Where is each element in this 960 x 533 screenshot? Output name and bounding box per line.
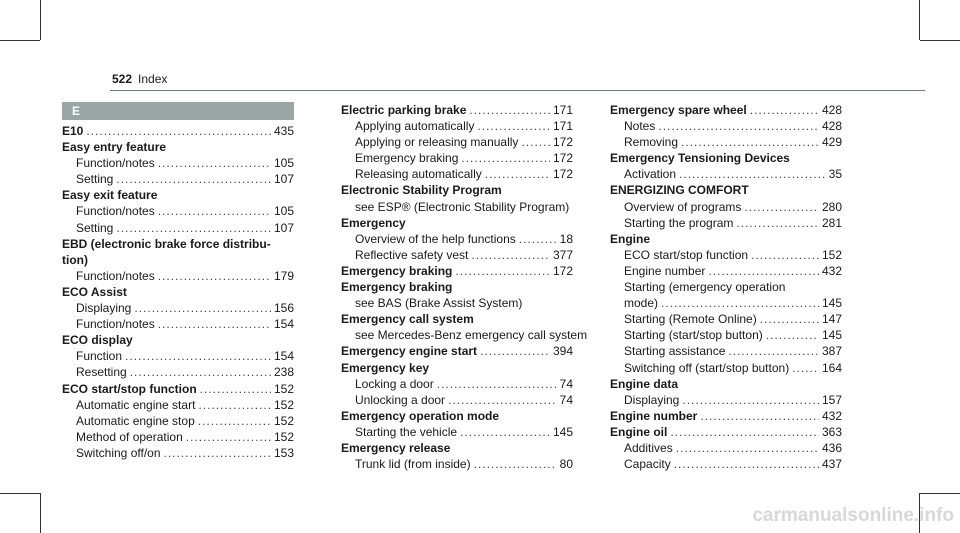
- entry-label: Overview of the help functions: [355, 231, 516, 246]
- dot-leader: [521, 134, 550, 150]
- entry-label: Engine number: [624, 263, 706, 278]
- index-subentry: [610, 295, 842, 311]
- page-reference: 437: [821, 457, 842, 472]
- entry-label: Starting (start/stop button): [624, 328, 763, 343]
- entry-label: Locking a door: [355, 376, 434, 391]
- page-reference: 18: [559, 231, 573, 246]
- entry-label: E10: [62, 124, 84, 138]
- crop-mark: [0, 493, 40, 494]
- entry-label: Additives: [624, 440, 673, 455]
- page-reference: 105: [273, 156, 294, 171]
- page-reference: 152: [273, 381, 294, 396]
- entry-label: Function/notes: [76, 268, 155, 283]
- index-entry: [610, 102, 842, 118]
- index-heading: Easy exit feature: [62, 188, 158, 203]
- entry-label: ECO start/stop function: [62, 381, 197, 396]
- index-subentry: [62, 203, 294, 219]
- page-reference: 172: [552, 263, 573, 278]
- dot-leader: [474, 456, 557, 472]
- entry-label: Switching off/on: [76, 445, 161, 460]
- entry-label: Starting assistance: [624, 344, 726, 359]
- entry-label: Emergency spare wheel: [610, 103, 747, 117]
- page-reference: 394: [552, 344, 573, 359]
- index-heading: Engine: [610, 231, 651, 246]
- index-column-1: [62, 102, 294, 461]
- dot-leader: [670, 424, 819, 440]
- index-subentry: [610, 311, 842, 327]
- index-heading: Emergency: [341, 215, 406, 230]
- index-subentry: [341, 392, 573, 408]
- dot-leader: [679, 166, 826, 182]
- index-subentry: [610, 392, 842, 408]
- entry-label: Function/notes: [76, 204, 155, 219]
- index-heading: Easy entry feature: [62, 140, 167, 155]
- index-heading: ENERGIZING COMFORT: [610, 183, 749, 198]
- dot-leader: [461, 150, 550, 166]
- page-reference: 172: [552, 151, 573, 166]
- dot-leader: [134, 300, 271, 316]
- entry-label: Displaying: [624, 392, 680, 407]
- dot-leader: [661, 295, 819, 311]
- page-reference: 377: [552, 247, 573, 262]
- dot-leader: [708, 263, 819, 279]
- page-reference: 152: [821, 247, 842, 262]
- index-heading: tion): [62, 252, 88, 267]
- dot-leader: [792, 360, 819, 376]
- index-entry: [62, 123, 294, 139]
- crop-mark: [920, 40, 960, 41]
- page-reference: 152: [273, 397, 294, 412]
- entry-label: Emergency braking: [355, 151, 459, 166]
- index-subentry: [610, 134, 842, 150]
- index-entry: [341, 263, 573, 279]
- page-reference: 107: [273, 220, 294, 235]
- entry-label: Function/notes: [76, 317, 155, 332]
- dot-leader: [186, 429, 271, 445]
- index-column-2: [341, 102, 588, 472]
- entry-label: Starting the program: [624, 215, 734, 230]
- index-heading: ECO Assist: [62, 284, 127, 299]
- index-subentry: [610, 327, 842, 343]
- page-reference: 428: [821, 103, 842, 117]
- index-entry: [610, 424, 842, 440]
- entry-label: Setting: [76, 220, 114, 235]
- index-subentry: [341, 456, 573, 472]
- page-reference: 107: [273, 172, 294, 187]
- entry-label: Emergency braking: [341, 263, 453, 278]
- dot-leader: [158, 268, 271, 284]
- index-subentry: [62, 300, 294, 316]
- dot-leader: [471, 247, 550, 263]
- dot-leader: [736, 215, 819, 231]
- index-subentry: [62, 155, 294, 171]
- entry-label: Notes: [624, 119, 656, 134]
- entry-label: Applying automatically: [355, 119, 475, 134]
- index-subentry: [610, 360, 842, 376]
- page-reference: 152: [273, 413, 294, 428]
- entry-label: Engine oil: [610, 424, 668, 439]
- page-reference: 153: [273, 445, 294, 460]
- page-reference: 435: [273, 124, 294, 138]
- page-reference: 238: [273, 365, 294, 380]
- entry-label: Displaying: [76, 301, 132, 316]
- dot-leader: [448, 392, 557, 408]
- index-subentry-text: see ESP® (Electronic Stability Program): [355, 199, 570, 214]
- index-subentry-text: see Mercedes-Benz emergency call system: [355, 328, 588, 343]
- dot-leader: [477, 118, 550, 134]
- index-entry: [62, 381, 294, 397]
- page-reference: 428: [821, 119, 842, 134]
- dot-leader: [700, 408, 819, 424]
- page-reference: 105: [273, 204, 294, 219]
- page-reference: 432: [821, 263, 842, 278]
- page-reference: 154: [273, 349, 294, 364]
- page-title: Index: [138, 72, 168, 86]
- entry-label: Automatic engine stop: [76, 413, 195, 428]
- index-subentry: [62, 413, 294, 429]
- entry-label: Applying or releasing manually: [355, 135, 519, 150]
- entry-label: Emergency engine start: [341, 344, 478, 359]
- index-subentry-text: Starting (emergency operation: [624, 280, 786, 295]
- page-reference: 387: [821, 344, 842, 359]
- page-reference: 145: [821, 328, 842, 343]
- index-subentry: [341, 118, 573, 134]
- page-reference: 74: [559, 392, 573, 407]
- index-subentry: [610, 166, 842, 182]
- entry-label: mode): [624, 296, 659, 311]
- page-reference: 172: [552, 167, 573, 182]
- page-reference: 363: [821, 424, 842, 439]
- entry-label: Starting (Remote Online): [624, 312, 757, 327]
- index-entry: [341, 343, 573, 359]
- entry-label: Overview of programs: [624, 199, 742, 214]
- index-heading: Emergency key: [341, 360, 430, 375]
- entry-label: Starting the vehicle: [355, 424, 458, 439]
- crop-mark: [40, 493, 41, 533]
- index-heading: ECO display: [62, 333, 133, 348]
- page-reference: 35: [828, 167, 842, 182]
- entry-label: Engine number: [610, 408, 698, 423]
- dot-leader: [676, 440, 819, 456]
- entry-label: Electric parking brake: [341, 103, 467, 117]
- index-subentry: [62, 445, 294, 461]
- page-reference: 280: [821, 199, 842, 214]
- page-reference: 432: [821, 408, 842, 423]
- index-subentry: [62, 364, 294, 380]
- dot-leader: [130, 364, 271, 380]
- index-heading: EBD (electronic brake force distribu-: [62, 236, 271, 251]
- dot-leader: [200, 381, 271, 397]
- index-subentry: [341, 134, 573, 150]
- page-reference: 281: [821, 215, 842, 230]
- page-reference: 171: [552, 103, 573, 117]
- index-subentry: [610, 263, 842, 279]
- entry-label: Reflective safety vest: [355, 247, 469, 262]
- index-heading: Emergency Tensioning Devices: [610, 151, 790, 166]
- page-reference: 147: [821, 312, 842, 327]
- dot-leader: [744, 199, 819, 215]
- entry-label: Function: [76, 349, 123, 364]
- page-reference: 152: [273, 429, 294, 444]
- index-heading: Engine data: [610, 376, 679, 391]
- entry-label: Activation: [624, 167, 677, 182]
- entry-label: Setting: [76, 172, 114, 187]
- dot-leader: [158, 316, 271, 332]
- page-reference: 179: [273, 268, 294, 283]
- entry-label: ECO start/stop function: [624, 247, 749, 262]
- page-reference: 157: [821, 392, 842, 407]
- crop-mark: [40, 0, 41, 40]
- index-subentry: [341, 424, 573, 440]
- index-heading: Emergency release: [341, 440, 451, 455]
- entry-label: Function/notes: [76, 156, 155, 171]
- index-subentry: [610, 440, 842, 456]
- index-subentry: [341, 231, 573, 247]
- dot-leader: [125, 348, 271, 364]
- page-reference: 429: [821, 135, 842, 150]
- index-subentry: [341, 166, 573, 182]
- dot-leader: [198, 397, 271, 413]
- page-header: [112, 72, 167, 86]
- index-subentry: [62, 397, 294, 413]
- dot-leader: [455, 263, 550, 279]
- index-heading: Emergency call system: [341, 312, 474, 327]
- entry-label: Capacity: [624, 457, 671, 472]
- dot-leader: [116, 171, 271, 187]
- entry-label: Method of operation: [76, 429, 183, 444]
- dot-leader: [751, 247, 819, 263]
- dot-leader: [460, 424, 550, 440]
- dot-leader: [86, 123, 271, 139]
- index-column-3: [610, 102, 842, 472]
- crop-mark: [920, 493, 960, 494]
- entry-label: Automatic engine start: [76, 397, 196, 412]
- dot-leader: [480, 343, 550, 359]
- index-subentry: [610, 343, 842, 359]
- index-subentry: [62, 220, 294, 236]
- dot-leader: [760, 311, 819, 327]
- dot-leader: [750, 102, 819, 118]
- dot-leader: [437, 376, 557, 392]
- index-heading: Electronic Stability Program: [341, 183, 502, 198]
- index-entry: [610, 408, 842, 424]
- header-rule: [110, 90, 925, 91]
- dot-leader: [158, 203, 271, 219]
- index-subentry: [610, 118, 842, 134]
- dot-leader: [658, 118, 819, 134]
- page-reference: 145: [821, 296, 842, 311]
- index-subentry: [341, 247, 573, 263]
- entry-label: Unlocking a door: [355, 392, 446, 407]
- index-subentry: [62, 348, 294, 364]
- index-subentry: [610, 215, 842, 231]
- index-heading: Emergency operation mode: [341, 408, 500, 423]
- dot-leader: [485, 166, 550, 182]
- dot-leader: [469, 102, 550, 118]
- page-reference: 172: [552, 135, 573, 150]
- page-reference: 154: [273, 317, 294, 332]
- page-reference: 436: [821, 440, 842, 455]
- dot-leader: [164, 445, 271, 461]
- dot-leader: [674, 456, 819, 472]
- entry-label: Switching off (start/stop button): [624, 360, 790, 375]
- index-heading: Emergency braking: [341, 280, 453, 295]
- crop-mark: [0, 40, 40, 41]
- dot-leader: [519, 231, 557, 247]
- index-subentry: [610, 456, 842, 472]
- index-subentry: [62, 268, 294, 284]
- crop-mark: [919, 0, 920, 40]
- dot-leader: [198, 413, 271, 429]
- entry-label: Removing: [624, 135, 679, 150]
- index-entry: [341, 102, 573, 118]
- entry-label: Releasing automatically: [355, 167, 482, 182]
- dot-leader: [681, 134, 819, 150]
- page-reference: 171: [552, 119, 573, 134]
- index-subentry: [341, 376, 573, 392]
- page-reference: 80: [559, 457, 573, 472]
- index-letter-heading: E: [62, 102, 294, 120]
- page-reference: 74: [559, 376, 573, 391]
- page-reference: 156: [273, 301, 294, 316]
- page-reference: 145: [552, 424, 573, 439]
- index-subentry: [610, 247, 842, 263]
- page-number: 522: [112, 72, 133, 86]
- index-subentry: [62, 316, 294, 332]
- index-subentry: [341, 150, 573, 166]
- dot-leader: [728, 343, 819, 359]
- entry-label: Trunk lid (from inside): [355, 457, 471, 472]
- index-subentry: [62, 171, 294, 187]
- index-subentry: [62, 429, 294, 445]
- entry-label: Resetting: [76, 365, 127, 380]
- watermark: carmanualsonline.info: [752, 505, 954, 526]
- dot-leader: [158, 155, 271, 171]
- index-subentry-text: see BAS (Brake Assist System): [355, 296, 523, 311]
- dot-leader: [116, 220, 271, 236]
- page-reference: 164: [821, 360, 842, 375]
- dot-leader: [682, 392, 819, 408]
- dot-leader: [766, 327, 819, 343]
- index-subentry: [610, 199, 842, 215]
